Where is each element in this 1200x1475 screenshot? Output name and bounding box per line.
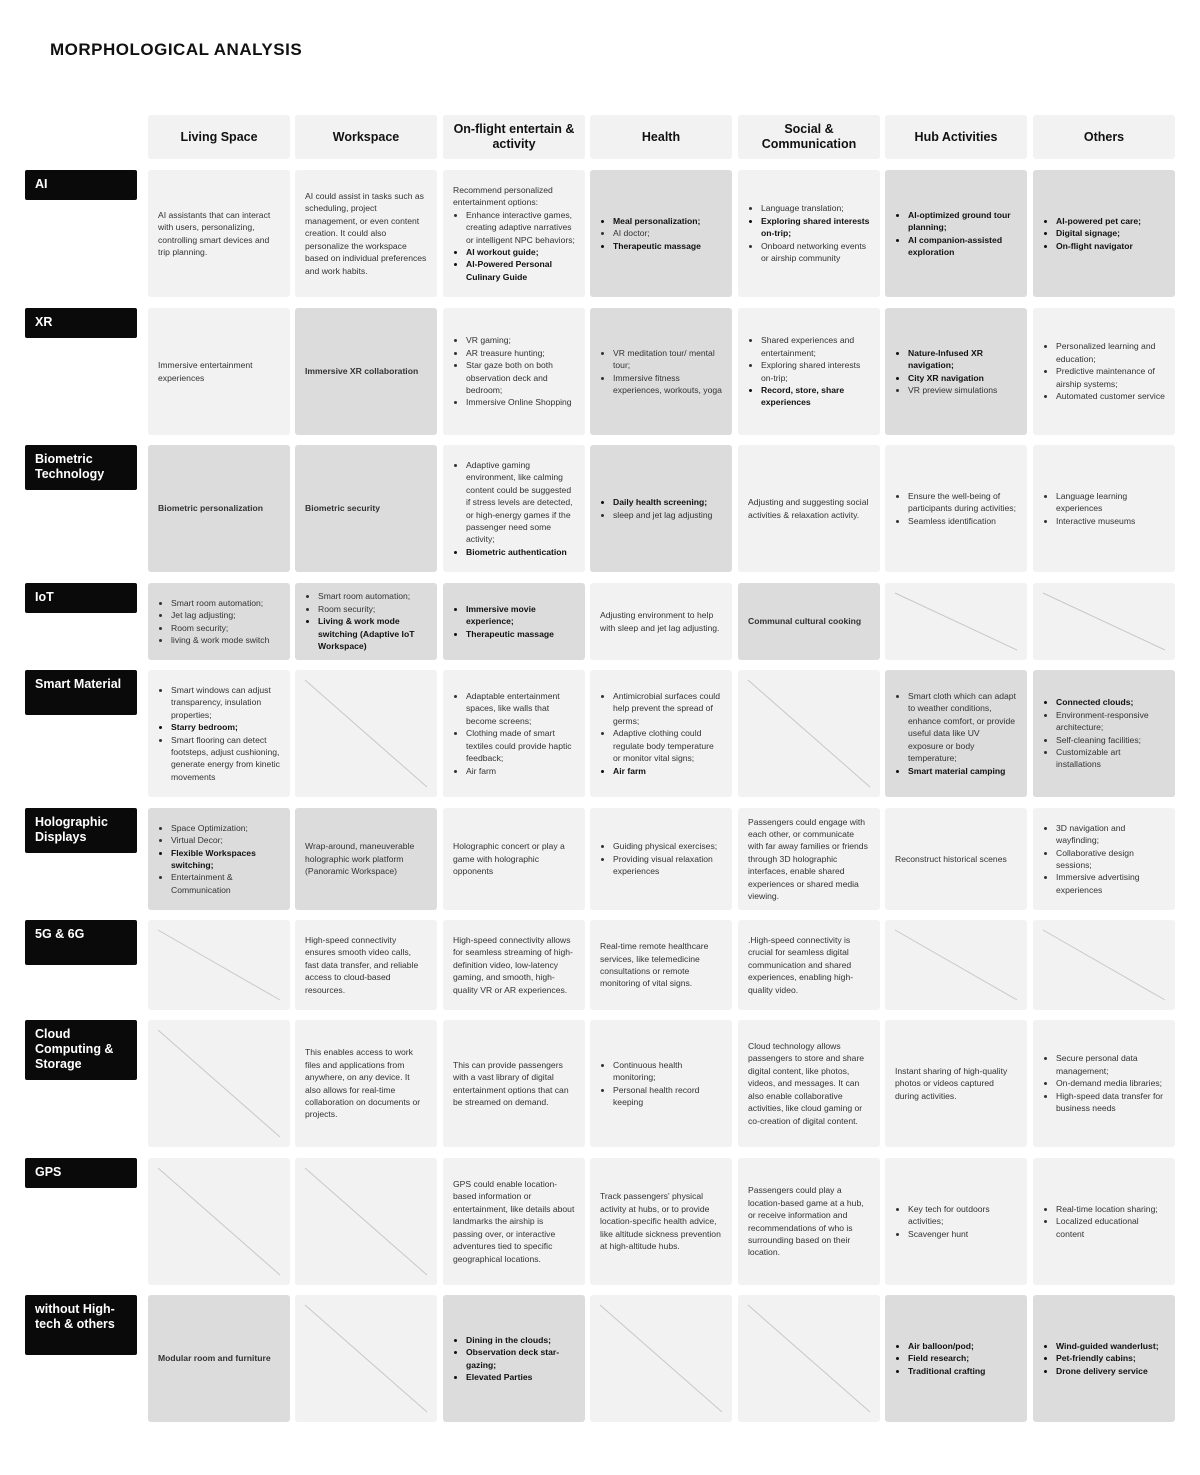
matrix-cell bbox=[295, 445, 437, 572]
matrix-cell bbox=[295, 583, 437, 660]
cell-text: Adjusting and suggesting social activities & relaxation activity. bbox=[748, 497, 869, 520]
matrix-cell bbox=[443, 170, 585, 297]
matrix-cell bbox=[885, 1158, 1027, 1285]
cell-bullet-list bbox=[453, 603, 575, 640]
empty-cell-slash bbox=[1033, 583, 1175, 660]
cell-bullet-item: • Providing visual relaxation experiences bbox=[613, 853, 722, 878]
empty-cell-slash bbox=[885, 583, 1027, 660]
cell-bullet-item: • Air farm bbox=[613, 765, 722, 777]
row-label: Smart Material bbox=[25, 670, 137, 715]
matrix-cell bbox=[148, 808, 290, 910]
cell-bullet-list bbox=[453, 459, 575, 558]
cell-text: Instant sharing of high-quality photos or videos captured during activities. bbox=[895, 1065, 1008, 1101]
cell-bullet-item: • Smart material camping bbox=[908, 765, 1017, 777]
cell-bullet-list bbox=[453, 209, 575, 283]
cell-bullet-list bbox=[1043, 822, 1165, 896]
cell-bullet-item: • Scavenger hunt bbox=[908, 1228, 1017, 1240]
empty-cell-slash bbox=[148, 1158, 290, 1285]
cell-bullet-item: • Collaborative design sessions; bbox=[1056, 847, 1165, 872]
cell-bullet-item: • Personal health record keeping bbox=[613, 1084, 722, 1109]
matrix-cell bbox=[443, 1158, 585, 1285]
column-header: Social & Communication bbox=[738, 115, 880, 159]
matrix-cell bbox=[590, 920, 732, 1010]
cell-bullet-item: • Drone delivery service bbox=[1056, 1365, 1165, 1377]
matrix-cell bbox=[295, 1020, 437, 1147]
cell-bullet-item: • Immersive Online Shopping bbox=[466, 396, 575, 408]
cell-bullet-item: • Self-cleaning facilities; bbox=[1056, 734, 1165, 746]
cell-bullet-item: • Language learning experiences bbox=[1056, 490, 1165, 515]
cell-bullet-list bbox=[600, 1059, 722, 1109]
cell-bullet-list bbox=[600, 347, 722, 397]
matrix-cell bbox=[738, 1158, 880, 1285]
matrix-cell bbox=[590, 1020, 732, 1147]
cell-bullet-item: • Shared experiences and entertainment; bbox=[761, 334, 870, 359]
cell-bullet-item: • Flexible Workspaces switching; bbox=[171, 847, 280, 872]
matrix-cell bbox=[148, 1020, 290, 1147]
cell-bullet-item: • Key tech for outdoors activities; bbox=[908, 1203, 1017, 1228]
empty-cell-slash bbox=[590, 1295, 732, 1422]
cell-bullet-list bbox=[748, 334, 870, 408]
matrix-cell bbox=[443, 445, 585, 572]
cell-intro: Recommend personalized entertainment options: bbox=[453, 184, 553, 208]
cell-bullet-list bbox=[1043, 490, 1165, 527]
cell-bullet-item: • Starry bedroom; bbox=[171, 721, 280, 733]
row-label: IoT bbox=[25, 583, 137, 613]
matrix-cell bbox=[738, 1020, 880, 1147]
matrix-cell bbox=[885, 670, 1027, 797]
matrix-cell bbox=[590, 1158, 732, 1285]
cell-bullet-list bbox=[158, 684, 280, 783]
cell-bullet-item: • Smart cloth which can adapt to weather conditions, enhance comfort, or provide useful data like UV exposure or body temperature; bbox=[908, 690, 1017, 764]
cell-bullet-item: • Connected clouds; bbox=[1056, 696, 1165, 708]
cell-bullet-item: • AI doctor; bbox=[613, 227, 722, 239]
row-label: without High-tech & others bbox=[25, 1295, 137, 1355]
cell-bullet-item: • Continuous health monitoring; bbox=[613, 1059, 722, 1084]
cell-text: Real-time remote healthcare services, like telemedicine consultations or remote monitoring of vital signs. bbox=[600, 941, 709, 989]
column-header: Hub Activities bbox=[885, 115, 1027, 159]
matrix-cell bbox=[1033, 670, 1175, 797]
matrix-cell bbox=[590, 308, 732, 435]
cell-text: High-speed connectivity allows for seamless streaming of high-definition video, low-latency gaming, and smooth, high-quality VR or AR experiences. bbox=[453, 934, 573, 995]
cell-bullet-item: • Secure personal data management; bbox=[1056, 1052, 1165, 1077]
cell-bullet-item: • Nature-Infused XR navigation; bbox=[908, 347, 1017, 372]
cell-bullet-list bbox=[1043, 1052, 1165, 1114]
matrix-cell bbox=[148, 170, 290, 297]
cell-text: GPS could enable location-based information or entertainment, like details about landmarks the airship is passing over, or interactive adventures tied to specific geographical locations. bbox=[453, 1179, 575, 1264]
matrix-cell bbox=[590, 1295, 732, 1422]
cell-bullet-item: • VR preview simulations bbox=[908, 384, 1017, 396]
cell-bullet-item: • Customizable art installations bbox=[1056, 746, 1165, 771]
cell-bullet-item: • On-flight navigator bbox=[1056, 240, 1165, 252]
cell-bullet-item: • Record, store, share experiences bbox=[761, 384, 870, 409]
matrix-cell bbox=[148, 1158, 290, 1285]
cell-bullet-item: • Clothing made of smart textiles could provide haptic feedback; bbox=[466, 727, 575, 764]
cell-bullet-item: • Space Optimization; bbox=[171, 822, 280, 834]
matrix-cell bbox=[1033, 920, 1175, 1010]
matrix-cell bbox=[1033, 308, 1175, 435]
cell-bullet-item: • AI companion-assisted exploration bbox=[908, 234, 1017, 259]
matrix-cell bbox=[738, 670, 880, 797]
cell-bullet-list bbox=[1043, 1340, 1165, 1377]
cell-bullet-item: • Entertainment & Communication bbox=[171, 871, 280, 896]
cell-bullet-item: • Dining in the clouds; bbox=[466, 1334, 575, 1346]
cell-bullet-item: • Virtual Decor; bbox=[171, 834, 280, 846]
cell-bullet-list bbox=[895, 347, 1017, 397]
matrix-cell bbox=[885, 445, 1027, 572]
matrix-cell bbox=[148, 445, 290, 572]
cell-bullet-item: • AI-powered pet care; bbox=[1056, 215, 1165, 227]
matrix-cell bbox=[295, 1295, 437, 1422]
cell-bullet-item: • Observation deck star-gazing; bbox=[466, 1346, 575, 1371]
row-label: XR bbox=[25, 308, 137, 338]
cell-text: Reconstruct historical scenes bbox=[895, 853, 1007, 864]
matrix-cell bbox=[148, 670, 290, 797]
cell-text: Passengers could play a location-based game at a hub, or receive information and recommendations of who is surrounding based on their location. bbox=[748, 1185, 864, 1258]
cell-bullet-item: • Daily health screening; bbox=[613, 496, 722, 508]
row-label: Holographic Displays bbox=[25, 808, 137, 853]
cell-bullet-item: • Adaptive gaming environment, like calming content could be suggested if stress levels are detected, or high-energy games if the passenger need some activity; bbox=[466, 459, 575, 546]
matrix-cell bbox=[148, 583, 290, 660]
cell-bullet-item: • Room security; bbox=[318, 603, 427, 615]
cell-bullet-list bbox=[895, 209, 1017, 259]
cell-bullet-item: • Automated customer service bbox=[1056, 390, 1165, 402]
cell-bullet-list bbox=[600, 496, 722, 521]
matrix-cell bbox=[885, 308, 1027, 435]
matrix-cell bbox=[885, 920, 1027, 1010]
empty-cell-slash bbox=[295, 670, 437, 797]
matrix-cell bbox=[590, 445, 732, 572]
cell-bullet-item: • 3D navigation and wayfinding; bbox=[1056, 822, 1165, 847]
cell-bullet-item: • Therapeutic massage bbox=[613, 240, 722, 252]
cell-bullet-list bbox=[895, 1203, 1017, 1240]
cell-bullet-item: • Ensure the well-being of participants during activities; bbox=[908, 490, 1017, 515]
cell-text: This enables access to work files and applications from anywhere, on any device. It also allows for real-time collaboration on documents or projects. bbox=[305, 1047, 421, 1120]
cell-bullet-list bbox=[600, 690, 722, 777]
cell-bullet-list bbox=[1043, 696, 1165, 770]
matrix-cell bbox=[1033, 583, 1175, 660]
cell-bullet-item: • Exploring shared interests on-trip; bbox=[761, 359, 870, 384]
cell-text: This can provide passengers with a vast library of digital entertainment options that can be streamed on demand. bbox=[453, 1059, 569, 1107]
cell-text: Track passengers' physical activity at hubs, or to provide location-specific health advice, like altitude sickness prevention at high-altitude hubs. bbox=[600, 1191, 721, 1252]
cell-text: Immersive entertainment experiences bbox=[158, 360, 253, 383]
row-label: Cloud Computing & Storage bbox=[25, 1020, 137, 1080]
cell-text: .High-speed connectivity is crucial for seamless digital communication and shared experiences, enabling high-quality video. bbox=[748, 934, 854, 995]
cell-bullet-item: • Smart windows can adjust transparency, insulation properties; bbox=[171, 684, 280, 721]
cell-bullet-item: • Meal personalization; bbox=[613, 215, 722, 227]
matrix-cell bbox=[738, 1295, 880, 1422]
matrix-cell bbox=[885, 583, 1027, 660]
cell-bullet-item: • Immersive fitness experiences, workouts, yoga bbox=[613, 372, 722, 397]
matrix-cell bbox=[590, 808, 732, 910]
cell-bullet-item: • Personalized learning and education; bbox=[1056, 340, 1165, 365]
matrix-cell bbox=[295, 1158, 437, 1285]
empty-cell-slash bbox=[1033, 920, 1175, 1010]
matrix-cell bbox=[885, 1295, 1027, 1422]
empty-cell-slash bbox=[148, 1020, 290, 1147]
cell-bullet-item: • Enhance interactive games, creating adaptive narratives or intelligent NPC behaviors; bbox=[466, 209, 575, 246]
cell-bullet-item: • Wind-guided wanderlust; bbox=[1056, 1340, 1165, 1352]
matrix-cell bbox=[148, 920, 290, 1010]
cell-text: Communal cultural cooking bbox=[748, 616, 862, 627]
cell-bullet-item: • Elevated Parties bbox=[466, 1371, 575, 1383]
cell-bullet-item: • AI workout guide; bbox=[466, 246, 575, 258]
cell-bullet-list bbox=[1043, 215, 1165, 252]
cell-bullet-item: • AR treasure hunting; bbox=[466, 347, 575, 359]
cell-bullet-item: • Living & work mode switching (Adaptive IoT Workspace) bbox=[318, 615, 427, 652]
cell-bullet-item: • Seamless identification bbox=[908, 515, 1017, 527]
cell-bullet-item: • Exploring shared interests on-trip; bbox=[761, 215, 870, 240]
cell-bullet-item: • Traditional crafting bbox=[908, 1365, 1017, 1377]
matrix-cell bbox=[443, 1295, 585, 1422]
row-label: 5G & 6G bbox=[25, 920, 137, 965]
cell-bullet-list bbox=[895, 1340, 1017, 1377]
cell-bullet-item: • Immersive movie experience; bbox=[466, 603, 575, 628]
cell-bullet-list bbox=[748, 202, 870, 264]
matrix-cell bbox=[738, 583, 880, 660]
cell-bullet-list bbox=[453, 334, 575, 408]
cell-bullet-item: • Smart flooring can detect footsteps, adjust cushioning, generate energy from kinetic movements bbox=[171, 734, 280, 784]
cell-text: AI assistants that can interact with users, personalizing, controlling smart devices and trip planning. bbox=[158, 209, 271, 257]
matrix-cell bbox=[443, 920, 585, 1010]
cell-bullet-item: • Air balloon/pod; bbox=[908, 1340, 1017, 1352]
cell-bullet-item: • Room security; bbox=[171, 622, 280, 634]
matrix-cell bbox=[295, 170, 437, 297]
column-header: Health bbox=[590, 115, 732, 159]
cell-text: Immersive XR collaboration bbox=[305, 366, 419, 377]
cell-bullet-item: • Digital signage; bbox=[1056, 227, 1165, 239]
cell-bullet-list bbox=[600, 215, 722, 252]
empty-cell-slash bbox=[738, 670, 880, 797]
matrix-cell bbox=[590, 583, 732, 660]
cell-bullet-item: • City XR navigation bbox=[908, 372, 1017, 384]
cell-text: Modular room and furniture bbox=[158, 1353, 271, 1364]
matrix-cell bbox=[590, 170, 732, 297]
matrix-cell bbox=[295, 808, 437, 910]
cell-bullet-item: • On-demand media libraries; bbox=[1056, 1077, 1165, 1089]
matrix-cell bbox=[738, 170, 880, 297]
cell-bullet-list bbox=[158, 822, 280, 896]
cell-bullet-item: • Interactive museums bbox=[1056, 515, 1165, 527]
empty-cell-slash bbox=[148, 920, 290, 1010]
cell-bullet-item: • Predictive maintenance of airship systems; bbox=[1056, 365, 1165, 390]
row-label: Biometric Technology bbox=[25, 445, 137, 490]
cell-text: Holographic concert or play a game with holographic opponents bbox=[453, 841, 565, 877]
cell-text: Biometric security bbox=[305, 503, 380, 514]
column-header: Living Space bbox=[148, 115, 290, 159]
matrix-cell bbox=[1033, 1020, 1175, 1147]
empty-cell-slash bbox=[885, 920, 1027, 1010]
matrix-cell bbox=[1033, 170, 1175, 297]
cell-bullet-item: • Star gaze both on both observation deck and bedroom; bbox=[466, 359, 575, 396]
cell-bullet-list bbox=[1043, 1203, 1165, 1240]
matrix-cell bbox=[148, 308, 290, 435]
matrix-cell bbox=[295, 920, 437, 1010]
cell-text: High-speed connectivity ensures smooth video calls, fast data transfer, and reliable access to cloud-based resources. bbox=[305, 934, 419, 995]
cell-bullet-item: • AI-optimized ground tour planning; bbox=[908, 209, 1017, 234]
row-label: AI bbox=[25, 170, 137, 200]
column-header: Workspace bbox=[295, 115, 437, 159]
cell-bullet-list bbox=[305, 590, 427, 652]
cell-bullet-item: • Smart room automation; bbox=[171, 597, 280, 609]
matrix-cell bbox=[295, 670, 437, 797]
empty-cell-slash bbox=[738, 1295, 880, 1422]
cell-bullet-item: • Language translation; bbox=[761, 202, 870, 214]
matrix-cell bbox=[148, 1295, 290, 1422]
page-title: MORPHOLOGICAL ANALYSIS bbox=[50, 40, 303, 59]
matrix-cell bbox=[590, 670, 732, 797]
cell-bullet-item: • Onboard networking events or airship community bbox=[761, 240, 870, 265]
cell-bullet-list bbox=[158, 597, 280, 647]
cell-bullet-item: • living & work mode switch bbox=[171, 634, 280, 646]
cell-bullet-item: • Environment-responsive architecture; bbox=[1056, 709, 1165, 734]
matrix-cell bbox=[443, 583, 585, 660]
matrix-cell bbox=[1033, 445, 1175, 572]
cell-bullet-list bbox=[895, 690, 1017, 777]
column-header: On-flight entertain & activity bbox=[443, 115, 585, 159]
cell-bullet-item: • Biometric authentication bbox=[466, 546, 575, 558]
cell-bullet-item: • Jet lag adjusting; bbox=[171, 609, 280, 621]
cell-bullet-list bbox=[1043, 340, 1165, 402]
empty-cell-slash bbox=[295, 1295, 437, 1422]
cell-bullet-item: • Guiding physical exercises; bbox=[613, 840, 722, 852]
cell-text: Biometric personalization bbox=[158, 503, 264, 514]
matrix-cell bbox=[443, 670, 585, 797]
cell-bullet-item: • VR meditation tour/ mental tour; bbox=[613, 347, 722, 372]
cell-bullet-item: • Therapeutic massage bbox=[466, 628, 575, 640]
cell-bullet-item: • Field research; bbox=[908, 1352, 1017, 1364]
matrix-cell bbox=[885, 170, 1027, 297]
cell-text: Passengers could engage with each other, or communicate with far away families or friends through 3D holographic interfaces, enable shared experiences or shared media viewing. bbox=[748, 816, 868, 902]
cell-bullet-item: • Adaptive clothing could regulate body temperature or monitor vital signs; bbox=[613, 727, 722, 764]
cell-bullet-list bbox=[600, 840, 722, 877]
matrix-cell bbox=[1033, 1158, 1175, 1285]
cell-bullet-item: • Adaptable entertainment spaces, like walls that become screens; bbox=[466, 690, 575, 727]
cell-bullet-item: • Smart room automation; bbox=[318, 590, 427, 602]
cell-bullet-list bbox=[453, 1334, 575, 1384]
cell-bullet-item: • Immersive advertising experiences bbox=[1056, 871, 1165, 896]
matrix-cell bbox=[738, 808, 880, 910]
matrix-cell bbox=[1033, 1295, 1175, 1422]
cell-bullet-list bbox=[895, 490, 1017, 527]
empty-cell-slash bbox=[295, 1158, 437, 1285]
matrix-cell bbox=[443, 808, 585, 910]
matrix-cell bbox=[885, 1020, 1027, 1147]
column-header: Others bbox=[1033, 115, 1175, 159]
matrix-cell bbox=[295, 308, 437, 435]
cell-text: Wrap-around, maneuverable holographic work platform (Panoramic Workspace) bbox=[305, 841, 415, 877]
cell-bullet-item: • VR gaming; bbox=[466, 334, 575, 346]
row-label: GPS bbox=[25, 1158, 137, 1188]
cell-bullet-item: • Air farm bbox=[466, 765, 575, 777]
matrix-cell bbox=[1033, 808, 1175, 910]
cell-bullet-item: • sleep and jet lag adjusting bbox=[613, 509, 722, 521]
cell-bullet-item: • Real-time location sharing; bbox=[1056, 1203, 1165, 1215]
cell-text: Cloud technology allows passengers to store and share digital content, like photos, videos, and messages. It can also enable collaborative activities, like cloud gaming or co-creation of digital content. bbox=[748, 1041, 865, 1126]
matrix-cell bbox=[738, 920, 880, 1010]
cell-bullet-item: • Localized educational content bbox=[1056, 1215, 1165, 1240]
matrix-cell bbox=[443, 1020, 585, 1147]
matrix-cell bbox=[443, 308, 585, 435]
cell-bullet-item: • High-speed data transfer for business needs bbox=[1056, 1090, 1165, 1115]
cell-bullet-item: • AI-Powered Personal Culinary Guide bbox=[466, 258, 575, 283]
cell-bullet-item: • Pet-friendly cabins; bbox=[1056, 1352, 1165, 1364]
matrix-cell bbox=[885, 808, 1027, 910]
cell-bullet-list bbox=[453, 690, 575, 777]
cell-text: Adjusting environment to help with sleep and jet lag adjusting. bbox=[600, 610, 720, 633]
matrix-cell bbox=[738, 308, 880, 435]
matrix-cell bbox=[738, 445, 880, 572]
cell-text: AI could assist in tasks such as scheduling, project management, or even content creation. It could also personalize the workspace based on individual preferences and work habits. bbox=[305, 191, 427, 276]
cell-bullet-item: • Antimicrobial surfaces could help prevent the spread of germs; bbox=[613, 690, 722, 727]
